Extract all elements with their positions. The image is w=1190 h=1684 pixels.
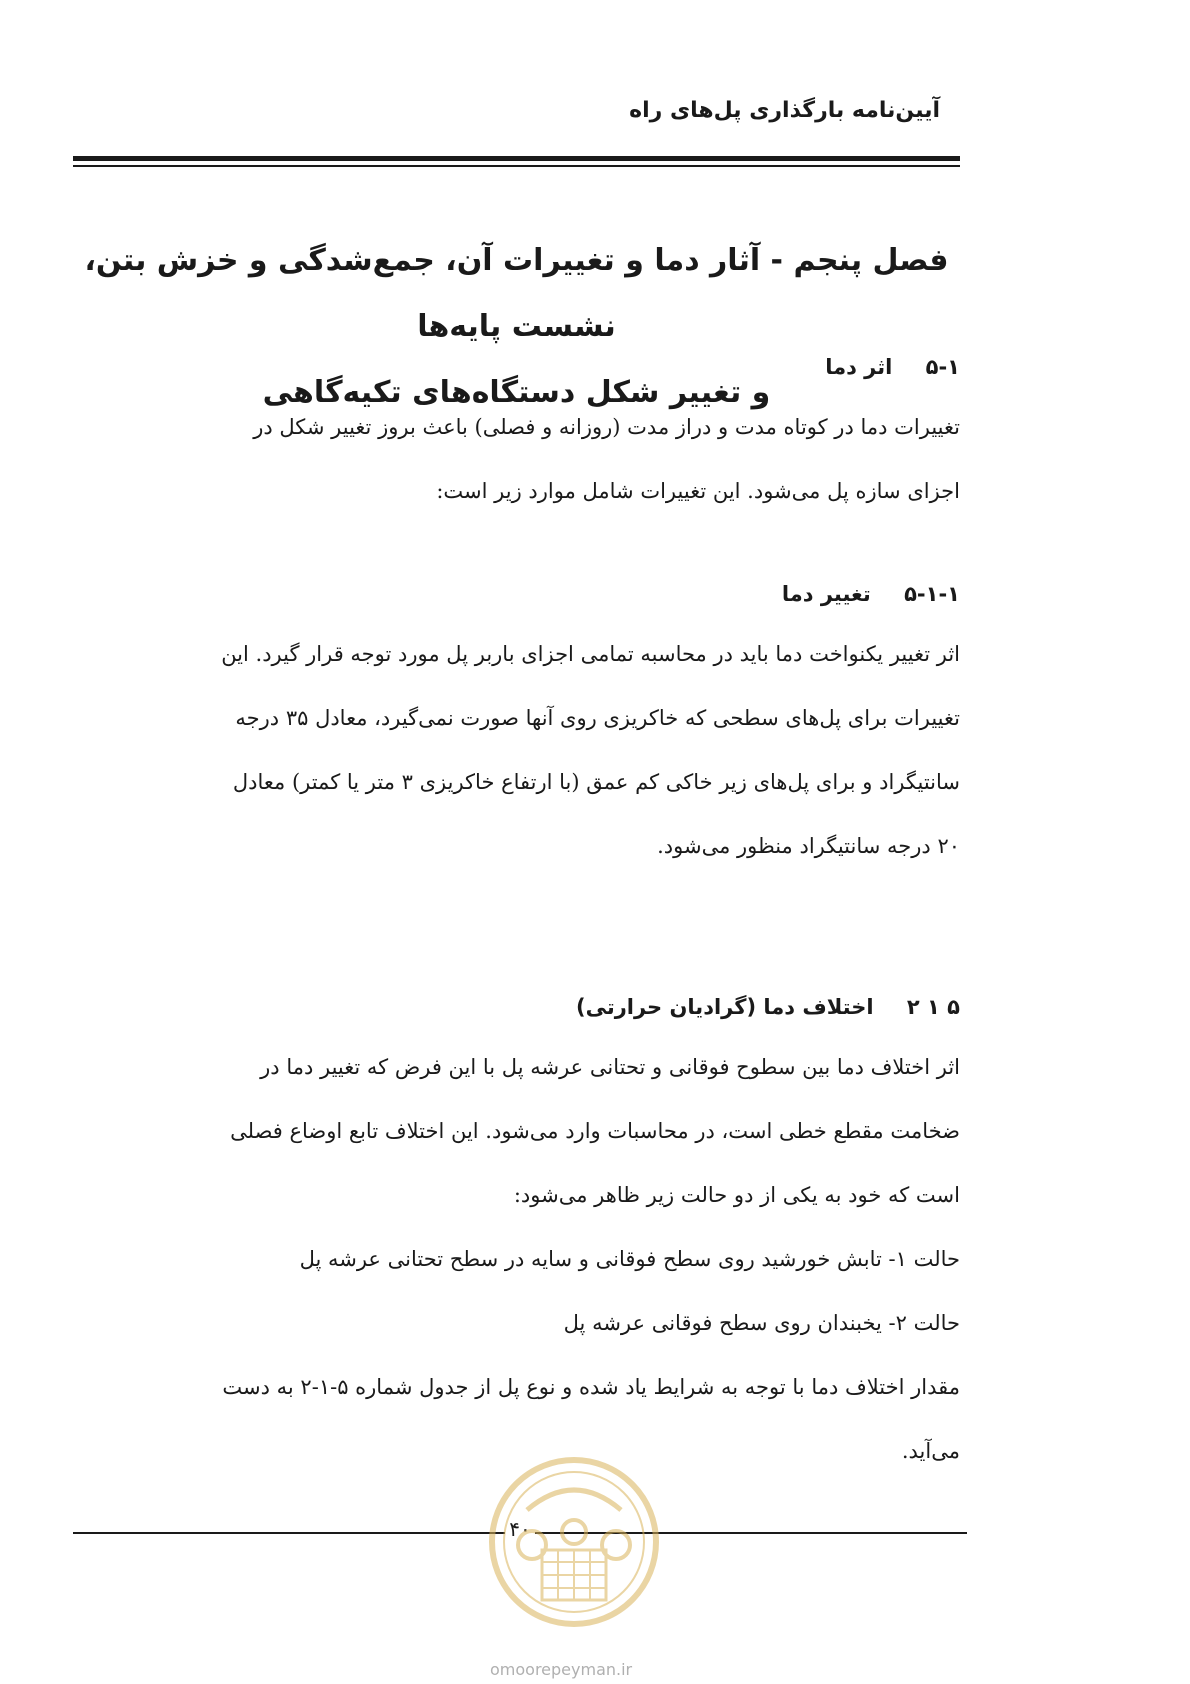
section-number: ۵-۱ — [925, 355, 960, 379]
body-line: است که خود به یکی از دو حالت زیر ظاهر می‌شود: — [513, 1183, 960, 1207]
section-heading-5-1 — [260, 355, 960, 379]
body-line: سانتیگراد و برای پل‌های زیر خاکی کم عمق (با ارتفاع خاکریزی ۳ متر یا کمتر) معادل — [232, 770, 960, 794]
section-heading-5-1-1 — [260, 582, 960, 606]
body-line: اثر اختلاف دما بین سطوح فوقانی و تحتانی عرشه پل با این فرض که تغییر دما در — [260, 1055, 960, 1079]
body-line: اثر تغییر یکنواخت دما باید در محاسبه تمامی اجزای باربر پل مورد توجه قرار گیرد. این — [221, 642, 960, 666]
page-number: ۴۰ — [509, 1517, 531, 1541]
header-rule-thin — [73, 165, 960, 167]
body-line: می‌آید. — [901, 1439, 960, 1463]
section-5-1-2-body — [75, 1035, 960, 1483]
section-number: ۵-۱-۱ — [904, 582, 960, 606]
watermark-site: omoorepeyman.ir — [490, 1660, 633, 1679]
body-line: ۲۰ درجه سانتیگراد منظور می‌شود. — [657, 834, 960, 858]
chapter-title-line-2: و تغییر شکل دستگاه‌های تکیه‌گاهی — [262, 375, 771, 410]
body-line: حالت ۲- یخبندان روی سطح فوقانی عرشه پل — [563, 1311, 960, 1335]
section-title: تغییر دما — [781, 582, 871, 606]
body-line: اجزای سازه پل می‌شود. این تغییرات شامل موارد زیر است: — [436, 479, 960, 503]
header-rule-thick — [73, 156, 960, 161]
section-5-1-body — [75, 395, 960, 523]
body-line: مقدار اختلاف دما با توجه به شرایط یاد شده و نوع پل از جدول شماره ۵-۱-۲ به دست — [222, 1375, 960, 1399]
body-line: تغییرات دما در کوتاه مدت و دراز مدت (روزانه و فصلی) باعث بروز تغییر شکل در — [253, 415, 960, 439]
footer-rule-left — [73, 1532, 505, 1534]
chapter-title-line-1: فصل پنجم - آثار دما و تغییرات آن، جمع‌شدگی و خزش بتن، نشست پایه‌ها — [84, 243, 949, 344]
section-title: اختلاف دما (گرادیان حرارتی) — [575, 995, 874, 1019]
section-number: ۵ ۱ ۲ — [906, 995, 960, 1019]
running-header: آیین‌نامه بارگذاری پل‌های راه — [629, 98, 940, 123]
body-line: ضخامت مقطع خطی است، در محاسبات وارد می‌شود. این اختلاف تابع اوضاع فصلی — [230, 1119, 960, 1143]
section-title: اثر دما — [825, 355, 893, 379]
section-heading-5-1-2 — [260, 995, 960, 1019]
body-line: تغییرات برای پل‌های سطحی که خاکریزی روی آنها صورت نمی‌گیرد، معادل ۳۵ درجه — [235, 706, 960, 730]
body-line: حالت ۱- تابش خورشید روی سطح فوقانی و سایه در سطح تحتانی عرشه پل — [299, 1247, 960, 1271]
section-5-1-1-body — [75, 622, 960, 878]
watermark-seal-icon — [487, 1450, 662, 1635]
